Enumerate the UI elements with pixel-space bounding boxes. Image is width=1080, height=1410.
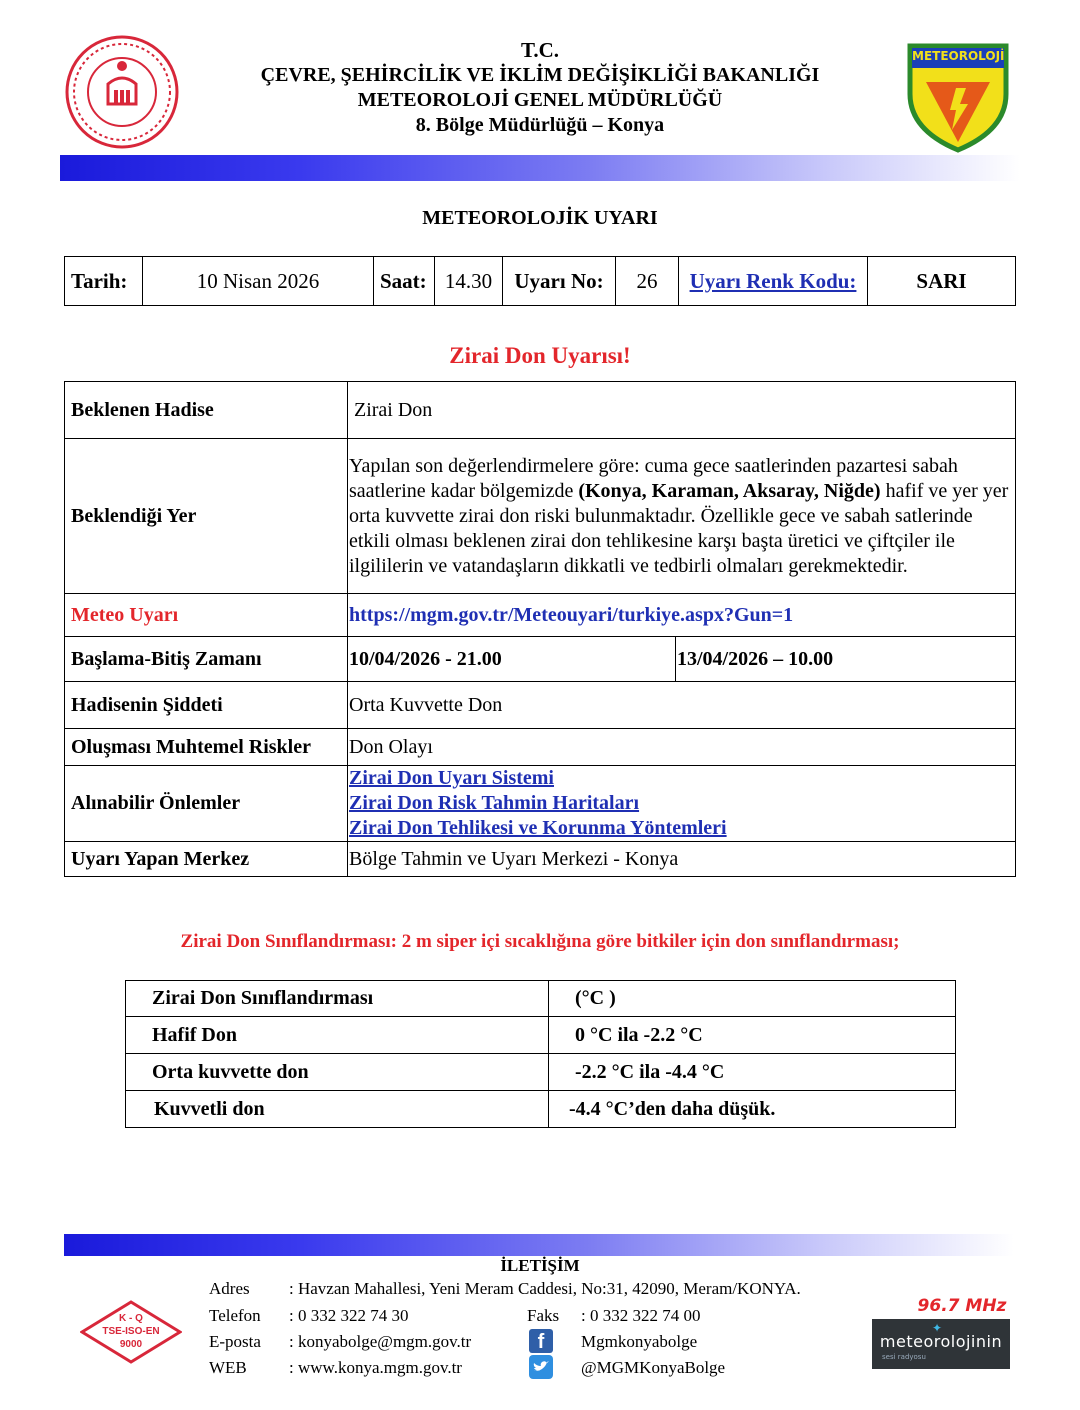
- warning-no-value: 26: [616, 257, 679, 306]
- warning-title: Zirai Don Uyarısı!: [449, 343, 631, 368]
- row-precautions: [65, 766, 1016, 842]
- time-label: Saat:: [374, 257, 435, 306]
- meteo-warning-label: Meteo Uyarı: [65, 594, 348, 637]
- frost-class-name: Kuvvetli don: [126, 1091, 549, 1128]
- risks-label: Oluşması Muhtemel Riskler: [65, 729, 348, 766]
- facebook-handle[interactable]: Mgmkonyabolge: [581, 1332, 698, 1351]
- table-row: [126, 1017, 956, 1054]
- radio-name: meteorolojinin: [879, 1332, 1003, 1351]
- fax-label: Faks: [527, 1306, 560, 1325]
- tse-line1: K - Q: [119, 1313, 143, 1324]
- end-time-value: 13/04/2026 – 10.00: [676, 637, 1016, 682]
- issuing-center-value: Bölge Tahmin ve Uyarı Merkezi - Konya: [348, 842, 1016, 877]
- expected-event-value: Zirai Don: [348, 382, 1016, 439]
- expected-place-text-2: hafif ve yer yer orta kuvvette zirai don riski bulunmaktadır. Özellikle gece ve sabah satlerinde etkili olması beklenen zirai don tehlikesine karşı başta üretici ve çiftçiler ile ilgililerin ve vatandaşların dikkatli ve tedbirli olmaları gerekmektedir.: [349, 479, 1009, 577]
- header-divider-bar: [60, 155, 1020, 181]
- frost-class-name: Orta kuvvette don: [126, 1054, 549, 1091]
- header-region: 8. Bölge Müdürlüğü – Konya: [415, 114, 665, 136]
- precaution-link-protection-methods[interactable]: Zirai Don Tehlikesi ve Korunma Yöntemleri: [349, 817, 727, 839]
- contact-title: İLETİŞİM: [500, 1256, 580, 1275]
- row-expected-event: [65, 382, 1016, 439]
- radio-frequency: 96.7 MHz: [917, 1296, 1007, 1316]
- date-label: Tarih:: [65, 257, 143, 306]
- expected-place-text-1: Yapılan son değerlendirmelere göre: cuma gece saatlerinden pazartesi sabah saatlerine kadar bölgemizde: [349, 454, 958, 502]
- row-meteo-warning: [65, 594, 1016, 637]
- classification-col2-header: (°C ): [549, 981, 956, 1017]
- radio-subtitle: sesi radyosu: [882, 1353, 926, 1361]
- header-ministry: ÇEVRE, ŞEHİRCİLİK VE İKLİM DEĞİŞİKLİĞİ BAKANLIĞI: [260, 64, 820, 86]
- star-icon: ✦: [932, 1321, 943, 1335]
- twitter-icon[interactable]: [529, 1355, 553, 1379]
- header-directorate: METEOROLOJİ GENEL MÜDÜRLÜĞÜ: [357, 89, 723, 111]
- expected-event-label: Beklenen Hadise: [65, 382, 348, 439]
- warning-info-table: [64, 256, 1016, 306]
- expected-place-text: [348, 439, 1016, 594]
- meteo-warning-link[interactable]: https://mgm.gov.tr/Meteouyari/turkiye.aspx?Gun=1: [349, 603, 794, 626]
- warning-no-label: Uyarı No:: [503, 257, 616, 306]
- facebook-icon[interactable]: f: [529, 1329, 553, 1353]
- row-severity: [65, 682, 1016, 729]
- color-code-link[interactable]: Uyarı Renk Kodu:: [689, 268, 857, 293]
- issuing-center-label: Uyarı Yapan Merkez: [65, 842, 348, 877]
- precautions-label: Alınabilir Önlemler: [65, 766, 348, 842]
- frost-class-name: Hafif Don: [126, 1017, 549, 1054]
- expected-place-label: Beklendiği Yer: [65, 439, 348, 594]
- row-risks: [65, 729, 1016, 766]
- classification-header-row: [126, 981, 956, 1017]
- table-row: [126, 1054, 956, 1091]
- document-title: METEOROLOJİK UYARI: [422, 207, 658, 229]
- frost-class-range: 0 °C ila -2.2 °C: [549, 1017, 956, 1054]
- row-start-end-time: [65, 637, 1016, 682]
- meteoroloji-logo-text: METEOROLOJİ: [912, 49, 1005, 63]
- meteoroloji-logo: [906, 42, 1010, 154]
- email-label: E-posta: [209, 1332, 261, 1351]
- twitter-handle[interactable]: @MGMKonyaBolge: [581, 1358, 726, 1377]
- frost-classification-table: [125, 980, 956, 1128]
- row-issuing-center: [65, 842, 1016, 877]
- tse-line3: 9000: [119, 1339, 143, 1350]
- radio-logo: [872, 1319, 1010, 1369]
- classification-col1-header: Zirai Don Sınıflandırması: [126, 981, 549, 1017]
- tse-certification-logo: [80, 1300, 182, 1364]
- fax-value: : 0 332 322 74 00: [581, 1306, 701, 1325]
- web-label: WEB: [209, 1358, 247, 1377]
- date-value: 10 Nisan 2026: [143, 257, 374, 306]
- severity-label: Hadisenin Şiddeti: [65, 682, 348, 729]
- frost-class-range: -4.4 °C’den daha düşük.: [549, 1091, 956, 1128]
- phone-value: : 0 332 322 74 30: [289, 1306, 409, 1325]
- expected-place-provinces: (Konya, Karaman, Aksaray, Niğde): [578, 479, 881, 502]
- table-row: [126, 1091, 956, 1128]
- frost-class-range: -2.2 °C ila -4.4 °C: [549, 1054, 956, 1091]
- ministry-logo: [64, 34, 180, 150]
- color-code-value: SARI: [868, 257, 1016, 306]
- time-value: 14.30: [435, 257, 503, 306]
- footer-divider-bar: [64, 1234, 1014, 1256]
- row-expected-place: [65, 439, 1016, 594]
- risks-value: Don Olayı: [348, 729, 1016, 766]
- address-label: Adres: [209, 1279, 250, 1298]
- severity-value: Orta Kuvvette Don: [348, 682, 1016, 729]
- web-value[interactable]: : www.konya.mgm.gov.tr: [289, 1358, 462, 1377]
- start-time-value: 10/04/2026 - 21.00: [348, 637, 676, 682]
- phone-label: Telefon: [209, 1306, 261, 1325]
- precaution-link-risk-maps[interactable]: Zirai Don Risk Tahmin Haritaları: [349, 792, 640, 814]
- precaution-link-warning-system[interactable]: Zirai Don Uyarı Sistemi: [349, 767, 554, 789]
- header-tc: T.C.: [520, 38, 560, 62]
- start-end-label: Başlama-Bitiş Zamanı: [65, 637, 348, 682]
- classification-heading: Zirai Don Sınıflandırması: 2 m siper içi sıcaklığına göre bitkiler için don sınıflandırması;: [180, 931, 900, 952]
- email-value[interactable]: : konyabolge@mgm.gov.tr: [289, 1332, 472, 1351]
- warning-details-table: [64, 381, 1016, 877]
- address-value: : Havzan Mahallesi, Yeni Meram Caddesi, No:31, 42090, Meram/KONYA.: [289, 1279, 801, 1298]
- tse-line2: TSE-ISO-EN: [102, 1326, 160, 1337]
